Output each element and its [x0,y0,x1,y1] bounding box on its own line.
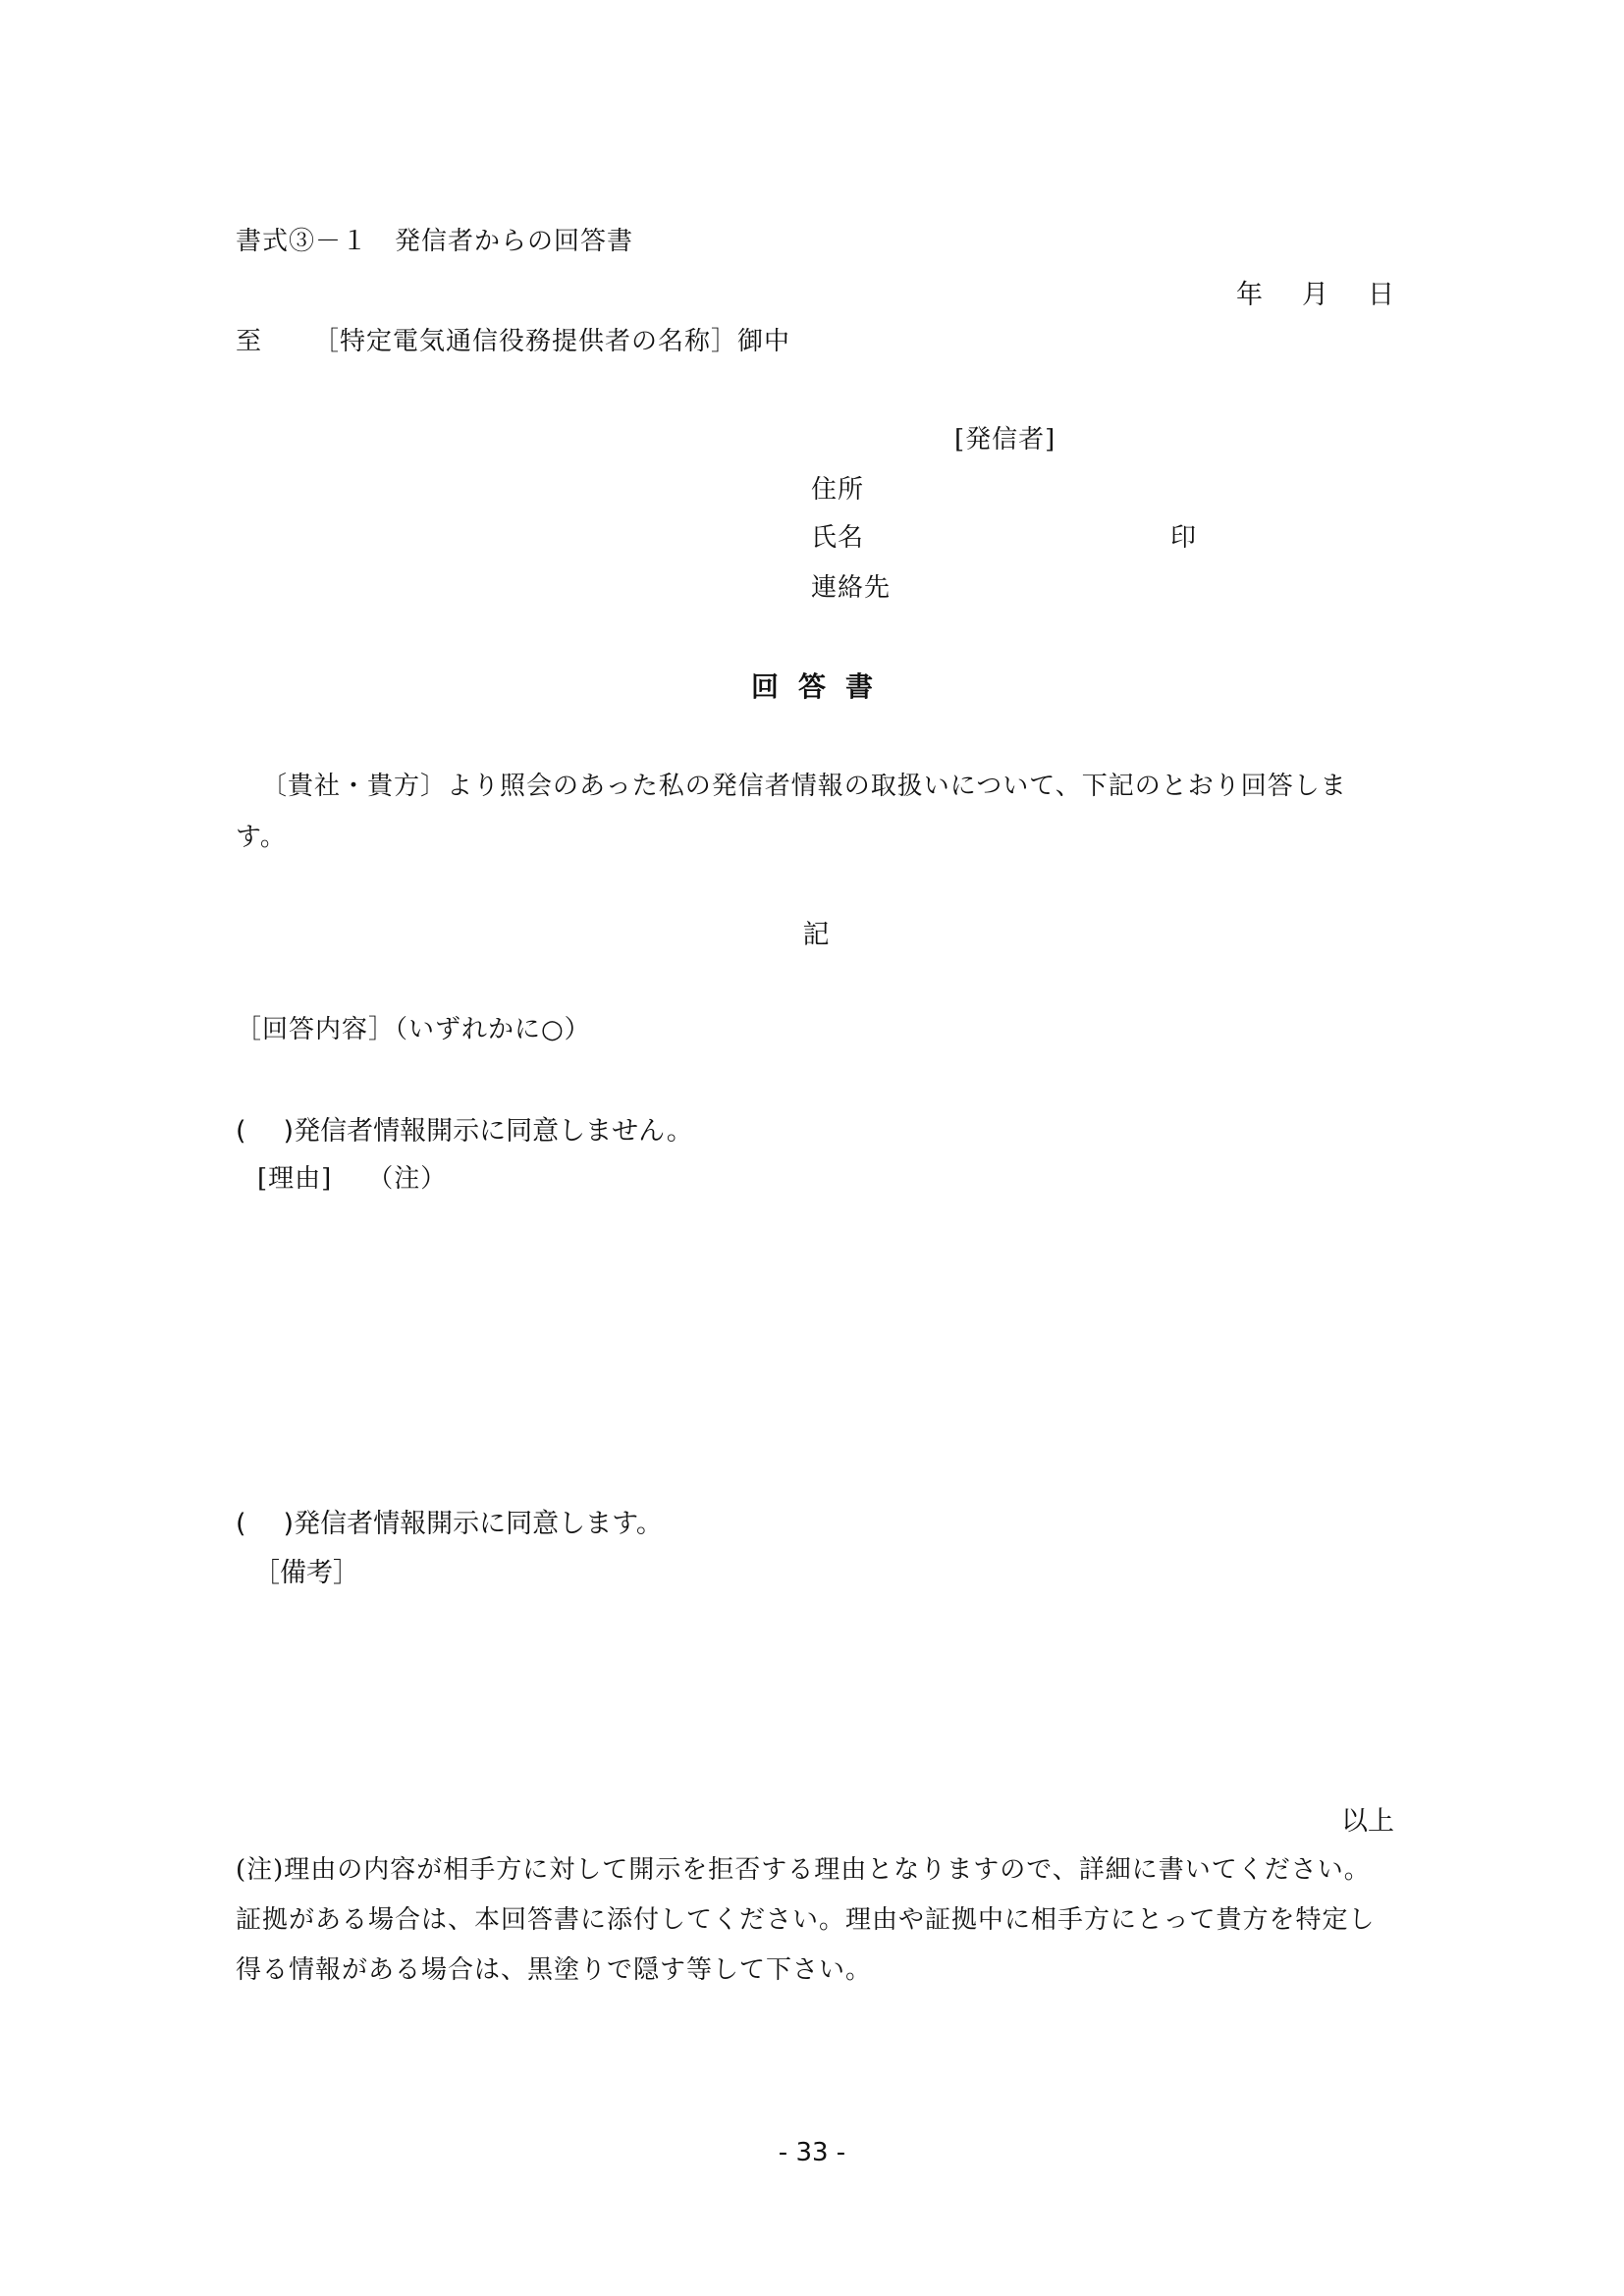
addressee [236,321,790,357]
form-heading: 書式③－１ 発信者からの回答書 [236,227,634,256]
footnote: (注)理由の内容が相手方に対して開示を拒否する理由となりますので、詳細に書いてください。証拠がある場合は、本回答書に添付してください。理由や証拠中に相手方にとって貴方を特定し得る情報がある場合は、黒塗りで隠す等して下さい。 [236,1855,1376,1985]
seal-mark: 印 [1170,523,1198,553]
date-month: 月 [1302,280,1328,310]
reason-note-ref: （注） [367,1164,448,1194]
intro-paragraph: 〔貴社・貴方〕より照会のあった私の発信者情報の取扱いについて、下記のとおり回答します。 [236,772,1347,852]
consent-checkbox-open[interactable]: ( [236,1509,246,1539]
date-year: 年 [1236,280,1263,310]
option-decline[interactable] [236,1109,693,1148]
answer-header: ［回答内容］（いずれかに○） [236,1015,591,1044]
reason-label-text: [理由] [257,1164,333,1194]
document-title: 回答書 [750,670,893,703]
date-day: 日 [1368,280,1394,310]
addressee-name: ［特定電気通信役務提供者の名称］御中 [313,327,791,356]
decline-checkbox-close[interactable]: ) [283,1116,295,1147]
option-consent[interactable] [236,1502,663,1540]
sender-address-label: 住所 [811,475,865,505]
ki-label: 記 [802,920,830,950]
page-number: - 33 - [778,2138,846,2167]
consent-checkbox-close[interactable]: ) [283,1509,295,1539]
reason-label [257,1158,447,1195]
addressee-prefix: 至 [236,327,263,356]
decline-option-text: 発信者情報開示に同意しません。 [294,1116,693,1147]
sender-name-label: 氏名 [811,523,865,553]
consent-option-text: 発信者情報開示に同意します。 [294,1509,663,1539]
sender-label: [発信者] [954,425,1056,454]
date-line [1197,273,1394,311]
sender-contact-label: 連絡先 [811,573,892,603]
remarks-label: ［備考］ [253,1558,359,1588]
decline-checkbox-open[interactable]: ( [236,1116,246,1147]
closing-mark: 以上 [1341,1806,1394,1837]
